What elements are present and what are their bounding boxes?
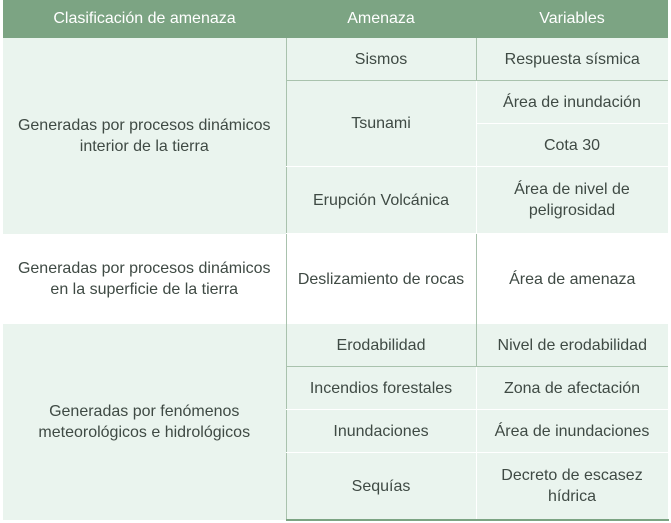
amenaza-cell: Erupción Volcánica [286, 167, 476, 234]
variable-cell: Área de amenaza [476, 234, 668, 325]
table-row [3, 38, 668, 81]
variable-cell: Área de inundaciones [476, 410, 668, 453]
table-row [3, 324, 668, 367]
table-header [3, 0, 668, 38]
variable-cell: Cota 30 [476, 124, 668, 167]
header-variables: Variables [476, 0, 668, 38]
amenaza-cell: Inundaciones [286, 410, 476, 453]
variable-cell: Área de nivel de peligrosidad [476, 167, 668, 234]
clasificacion-cell: Generadas por fenómenos meteorológicos e hidrológicos [3, 324, 286, 520]
variable-cell: Área de inundación [476, 81, 668, 124]
header-clasificacion: Clasificación de amenaza [3, 0, 286, 38]
amenaza-cell: Erodabilidad [286, 324, 476, 367]
amenaza-cell: Incendios forestales [286, 367, 476, 410]
amenaza-cell: Sismos [286, 38, 476, 81]
amenazas-table [3, 0, 669, 521]
amenaza-cell: Sequías [286, 453, 476, 521]
amenaza-cell: Tsunami [286, 81, 476, 167]
variable-cell: Zona de afectación [476, 367, 668, 410]
table-row [3, 234, 668, 325]
variable-cell: Respuesta sísmica [476, 38, 668, 81]
variable-cell: Decreto de escasez hídrica [476, 453, 668, 521]
clasificacion-cell: Generadas por procesos dinámicos interior de la tierra [3, 38, 286, 234]
variable-cell: Nivel de erodabilidad [476, 324, 668, 367]
header-amenaza: Amenaza [286, 0, 476, 38]
clasificacion-cell: Generadas por procesos dinámicos en la superficie de la tierra [3, 234, 286, 325]
amenaza-cell: Deslizamiento de rocas [286, 234, 476, 325]
